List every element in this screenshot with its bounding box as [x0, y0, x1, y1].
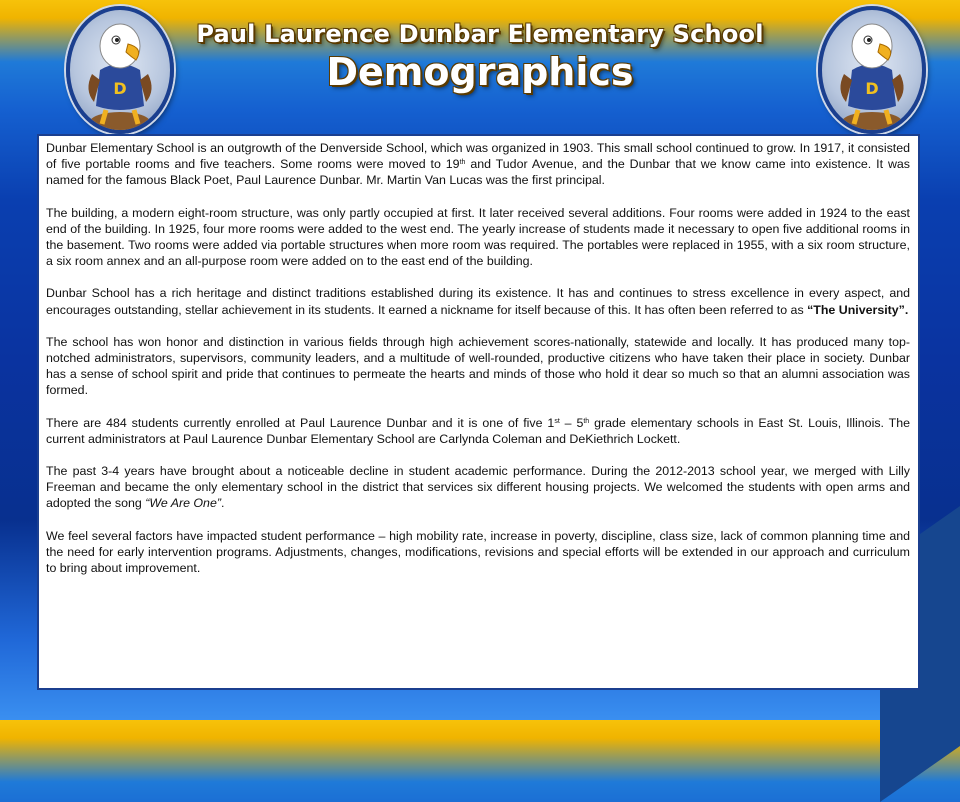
- paragraph-text: Dunbar School has a rich heritage and distinct traditions established during its existence. It has and continues to stress excellence in every aspect, and encourages outstanding, stellar achievement in its students. It earned a nickname for itself because of this. It has often been referred to as: [46, 286, 910, 317]
- content-text-box: [37, 134, 920, 690]
- paragraph-text: – 5: [559, 415, 584, 430]
- paragraph-enrollment: [46, 415, 910, 447]
- paragraph-text: The past 3-4 years have brought about a noticeable decline in student academic performance. During the 2012-2013 school year, we merged with Lilly Freeman and became the only elementary school in the district that services six different housing projects. We welcomed the students with open arms and adopted the song: [46, 464, 910, 511]
- superscript: th: [583, 417, 590, 425]
- paragraph-text: Dunbar Elementary School is an outgrowth of the Denverside School, which was organized in 1903. This small school continued to grow. In 1917, it consisted of five portable rooms and five teachers. Some rooms were moved to 19: [46, 141, 910, 172]
- paragraph-text: .: [220, 496, 225, 511]
- mascot-shirt-letter: D: [865, 79, 879, 98]
- paragraph-history: [46, 140, 910, 189]
- mascot-shirt-letter: D: [113, 79, 127, 98]
- paragraph-text: There are 484 students currently enrolled at Paul Laurence Dunbar and it is one of five 1: [46, 415, 555, 430]
- paragraph-achievement: The school has won honor and distinction in various fields through high achievement scores-nationally, statewide and locally. It has produced many top-notched administrators, supervisors, community leaders, and a multitude of well-rounded, productive citizens who have taken their place in society. Dunbar has a sense of school spirit and pride that continues to permeate the hearts and minds of those who hold it dear so much so that an alumni association was formed.: [46, 334, 910, 398]
- superscript: th: [459, 159, 466, 167]
- paragraph-building: The building, a modern eight-room structure, was only partly occupied at first. It later received several additions. Four rooms were added in 1924 to the east end of the building. In 1925, four more rooms were added to the west end. The yearly increase of students made it necessary to open five additional rooms in the basement. Two rooms were added via portable structures when more room was required. The portables were replaced in 1955, with a six room structure, a six room annex and an all-purpose room were added on to the east end of the building.: [46, 205, 910, 269]
- paragraph-decline: [46, 463, 910, 512]
- paragraph-factors: We feel several factors have impacted student performance – high mobility rate, increase in poverty, discipline, class size, lack of common planning time and the need for early intervention programs. Adjustments, changes, modifications, revisions and special efforts will be extended in our approach and curriculum to bring about improvement.: [46, 528, 910, 576]
- paragraph-text: grade elementary schools in East St. Louis, Illinois. The current administrators at Paul Laurence Dunbar Elementary School are Carlynda Coleman and DeKiethrich Lockett.: [46, 415, 910, 446]
- page-title: Demographics: [326, 50, 634, 94]
- paragraph-heritage: [46, 285, 910, 317]
- paragraph-text: and Tudor Avenue, and the Dunbar that we know came into existence. It was named for the famous Black Poet, Paul Laurence Dunbar. Mr. Martin Van Lucas was the first principal.: [46, 157, 910, 188]
- superscript: st: [554, 417, 560, 425]
- song-title: “We Are One”: [145, 496, 221, 511]
- nickname-text: “The University”.: [807, 302, 909, 317]
- school-name-heading: Paul Laurence Dunbar Elementary School: [196, 20, 764, 48]
